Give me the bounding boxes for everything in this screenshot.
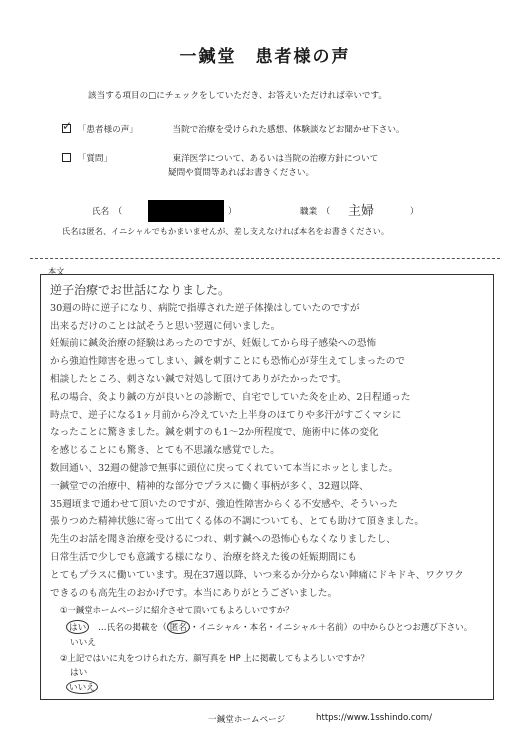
q1-detail-label: …氏名の掲載を（ [98,623,167,633]
checkbox-patient-voice[interactable] [62,119,73,133]
form-title: 一鍼堂 患者様の声 [179,47,351,67]
body-section-label: 本文 [48,266,65,276]
redacted-name [148,200,224,222]
name-field-close: ） [228,207,237,217]
q2-yes-option[interactable]: はい [70,668,88,678]
text-line: 私の場合、灸より鍼の方が良いとの診断で、自宅でしていた灸を止め、2日程通った [50,391,411,403]
text-line: できるのも高先生のおかげです。本当にありがとうございました。 [50,587,338,599]
text-line: なったことに驚きました。鍼を刺すのも1〜2か所程度で、施術中に体の変化 [50,427,379,439]
text-line: 35週頃まで通わせて頂いたのですが、強迫性障害からくる不安感や、そういった [50,498,398,510]
text-line: 30週の時に逆子になり、病院で指導された逆子体操はしていたのですが [50,302,360,314]
question-2: ②上記ではいに丸をつけられた方、顔写真を HP 上に掲載してもよろしいですか？ [60,653,369,663]
name-field-label: 氏名 （ [92,207,123,217]
checkbox-question[interactable] [62,153,71,162]
text-line: を感じることにも驚き、とても不思議な感覚でした。 [50,445,280,457]
option-patient-voice-label: 「患者様の声」 [77,125,138,135]
text-line: 相談したところ、刺さない鍼で対処して頂けてありがたかったです。 [50,373,347,385]
q1-yes-circle[interactable]: はい [66,620,89,634]
text-line: 一鍼堂での治療中、精神的な部分でプラスに働く事柄が多く、32週以降、 [50,480,369,492]
text-line: 逆子治療でお世話になりました。 [50,283,231,297]
text-line: 張りつめた精神状態に寄って出てくる体の不調についても、とても助けて頂きました。 [50,516,424,528]
option-patient-voice[interactable] [62,119,405,135]
text-line: 先生のお話を聞き治療を受けるにつれ、刺す鍼への恐怖心もなくなりましたし、 [50,534,396,546]
job-field-close: ） [410,207,419,217]
option-question-desc: 東洋医学について、あるいは当院の治療方針について [172,154,379,164]
text-line: とてもプラスに働いています。現在37週以降、いつ来るか分からない陣痛にドキドキ、ワクワク [50,569,464,581]
option-patient-voice-desc: 当院で治療を受けられた感想、体験談などお聞かせ下さい。 [172,125,405,135]
check-mark-icon: ✓ [62,119,73,133]
text-line: 出来るだけのことは試そうと思い翌週に伺いました。 [50,320,281,332]
q1-detail-rest: ・イニシャル・本名・イニシャル＋名前）の中からひとつお選び下さい。 [189,623,473,633]
footer-site-name: 一鍼堂ホームページ [208,715,286,725]
q1-anon-circle[interactable]: 匿名 [167,620,190,634]
question-1: ①一鍼堂ホームページに紹介させて頂いてもよろしいですか？ [60,605,294,615]
text-line: 数回通い、32週の健診で無事に頭位に戻ってくれていて本当にホッとしました。 [50,462,398,474]
text-line: から強迫性障害を患ってしまい、鍼を刺すことにも恐怖心が芽生えてしまったので [50,356,405,368]
text-line: 妊娠前に鍼灸治療の経験はあったのですが、妊娠してから母子感染への恐怖 [50,338,377,350]
intro-text: 該当する項目の□にチェックをしていただき、お答えいただければ幸いです。 [88,91,388,101]
job-value: 主婦 [348,204,375,219]
q1-detail [98,620,472,634]
q1-no-option[interactable]: いいえ [70,638,96,648]
option-question-label: 「質問」 [77,154,113,164]
option-question[interactable] [62,152,378,164]
text-line: 日常生活で少しでも意識する様になり、治療を終えた後の妊娠期間にも [50,551,357,563]
testimonial-text [50,282,490,602]
job-field-label: 職業 （ [300,207,331,217]
divider [30,258,500,259]
anonymity-note: 氏名は匿名、イニシャルでもかまいませんが、差し支えなければ本名をお書きください。 [62,226,390,236]
footer-url[interactable]: https://www.1sshindo.com/ [316,713,433,723]
q2-no-option[interactable] [66,680,98,694]
q1-yes-option[interactable] [66,620,89,634]
option-question-desc2: 疑問や質問等あればお書きください。 [168,168,315,178]
q2-no-circle[interactable]: いいえ [66,680,98,694]
text-line: 時点で、逆子になる1ヶ月前から冷えていた上半身のほてりや多汗がすごくマシに [50,409,402,421]
